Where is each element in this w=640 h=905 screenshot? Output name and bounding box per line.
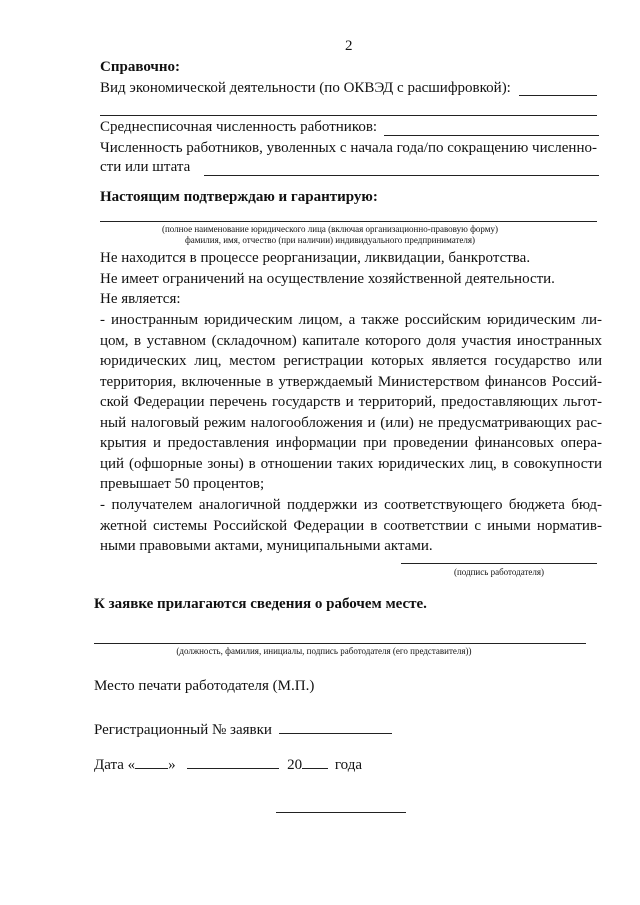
month-blank: [187, 754, 279, 769]
confirm-heading: Настоящим подтверждаю и гарантирую:: [100, 189, 378, 205]
registration-number-blank: [279, 719, 392, 734]
item-foreign-entity-line: ций (офшорные зоны) в отношении таких юридических лиц, в совокупности: [100, 455, 602, 472]
representative-caption: (должность, фамилия, инициалы, подпись работодателя (его представителя)): [176, 646, 472, 656]
bottom-signature-blank: [276, 812, 406, 813]
item-foreign-entity-line: крытия и предоставления информации при проведении финансовых опера-: [100, 435, 602, 451]
statement-no-restrictions: Не имеет ограничений на осуществление хозяйственной деятельности.: [100, 271, 555, 287]
dismissed-blank: [204, 175, 599, 176]
date-close-quote: »: [168, 757, 176, 773]
stamp-label: Место печати работодателя (М.П.): [94, 678, 315, 694]
date-open-quote: Дата «: [94, 757, 136, 773]
employer-signature-caption: (подпись работодателя): [453, 567, 545, 577]
item-foreign-entity-line: превышает 50 процентов;: [100, 476, 265, 492]
activity-type-blank: [519, 95, 597, 96]
statement-not-reorganizing: Не находится в процессе реорганизации, ликвидации, банкротства.: [100, 250, 531, 266]
reference-heading: Справочно:: [100, 59, 181, 75]
year-prefix: 20: [287, 757, 303, 773]
item-foreign-entity-line: территория, включенные в утверждаемый Министерством финансов Россий-: [100, 373, 602, 390]
item-similar-support: [100, 495, 602, 557]
item-foreign-entity: [100, 310, 602, 495]
activity-type-blank-2: [100, 115, 597, 116]
company-name-caption-line2: фамилия, имя, отчество (при наличии) индивидуального предпринимателя): [184, 235, 476, 245]
item-similar-support-line: жетной системы Российской Федерации в соответствии с иными норматив-: [100, 517, 602, 534]
item-foreign-entity-line: ный налоговый режим налогообложения и (или) не предусматривающих рас-: [100, 414, 602, 431]
year-suffix: года: [334, 757, 363, 773]
item-similar-support-line: ными правовыми актами, муниципальными актами.: [100, 538, 433, 554]
item-foreign-entity-line: юридических лиц, местом регистрации которых является государство или: [100, 353, 602, 369]
registration-number-label: Регистрационный № заявки: [94, 722, 272, 738]
employer-signature-blank: [401, 563, 597, 564]
item-foreign-entity-line: цом, в уставном (складочном) капитале которого доля участия иностранных: [100, 332, 602, 349]
item-foreign-entity-line: - иностранным юридическим лицом, а также российским юридическим ли-: [100, 312, 602, 328]
company-name-blank: [100, 221, 597, 222]
registration-number-field: [94, 719, 392, 739]
dismissed-label-line1: Численность работников, уволенных с начала года/по сокращению численно-: [100, 140, 597, 156]
date-field: [94, 754, 362, 774]
day-blank: [135, 754, 168, 769]
year-blank: [302, 754, 328, 769]
item-similar-support-line: - получателем аналогичной поддержки из соответствующего бюджета бюд-: [100, 497, 602, 513]
company-name-caption-line1: (полное наименование юридического лица (включая организационно-правовую форму): [161, 224, 498, 234]
attachment-heading: К заявке прилагаются сведения о рабочем месте.: [94, 596, 427, 612]
statement-is-not: Не является:: [100, 291, 181, 307]
representative-blank: [94, 643, 586, 644]
activity-type-label: Вид экономической деятельности (по ОКВЭД с расшифровкой):: [100, 80, 511, 96]
item-foreign-entity-line: ской Федерации перечень государств и территорий, предоставляющих льгот-: [100, 394, 602, 410]
dismissed-label-line2: сти или штата: [100, 159, 191, 175]
avg-headcount-blank: [384, 135, 599, 136]
avg-headcount-label: Среднесписочная численность работников:: [100, 119, 378, 135]
page-number: 2: [345, 38, 353, 54]
